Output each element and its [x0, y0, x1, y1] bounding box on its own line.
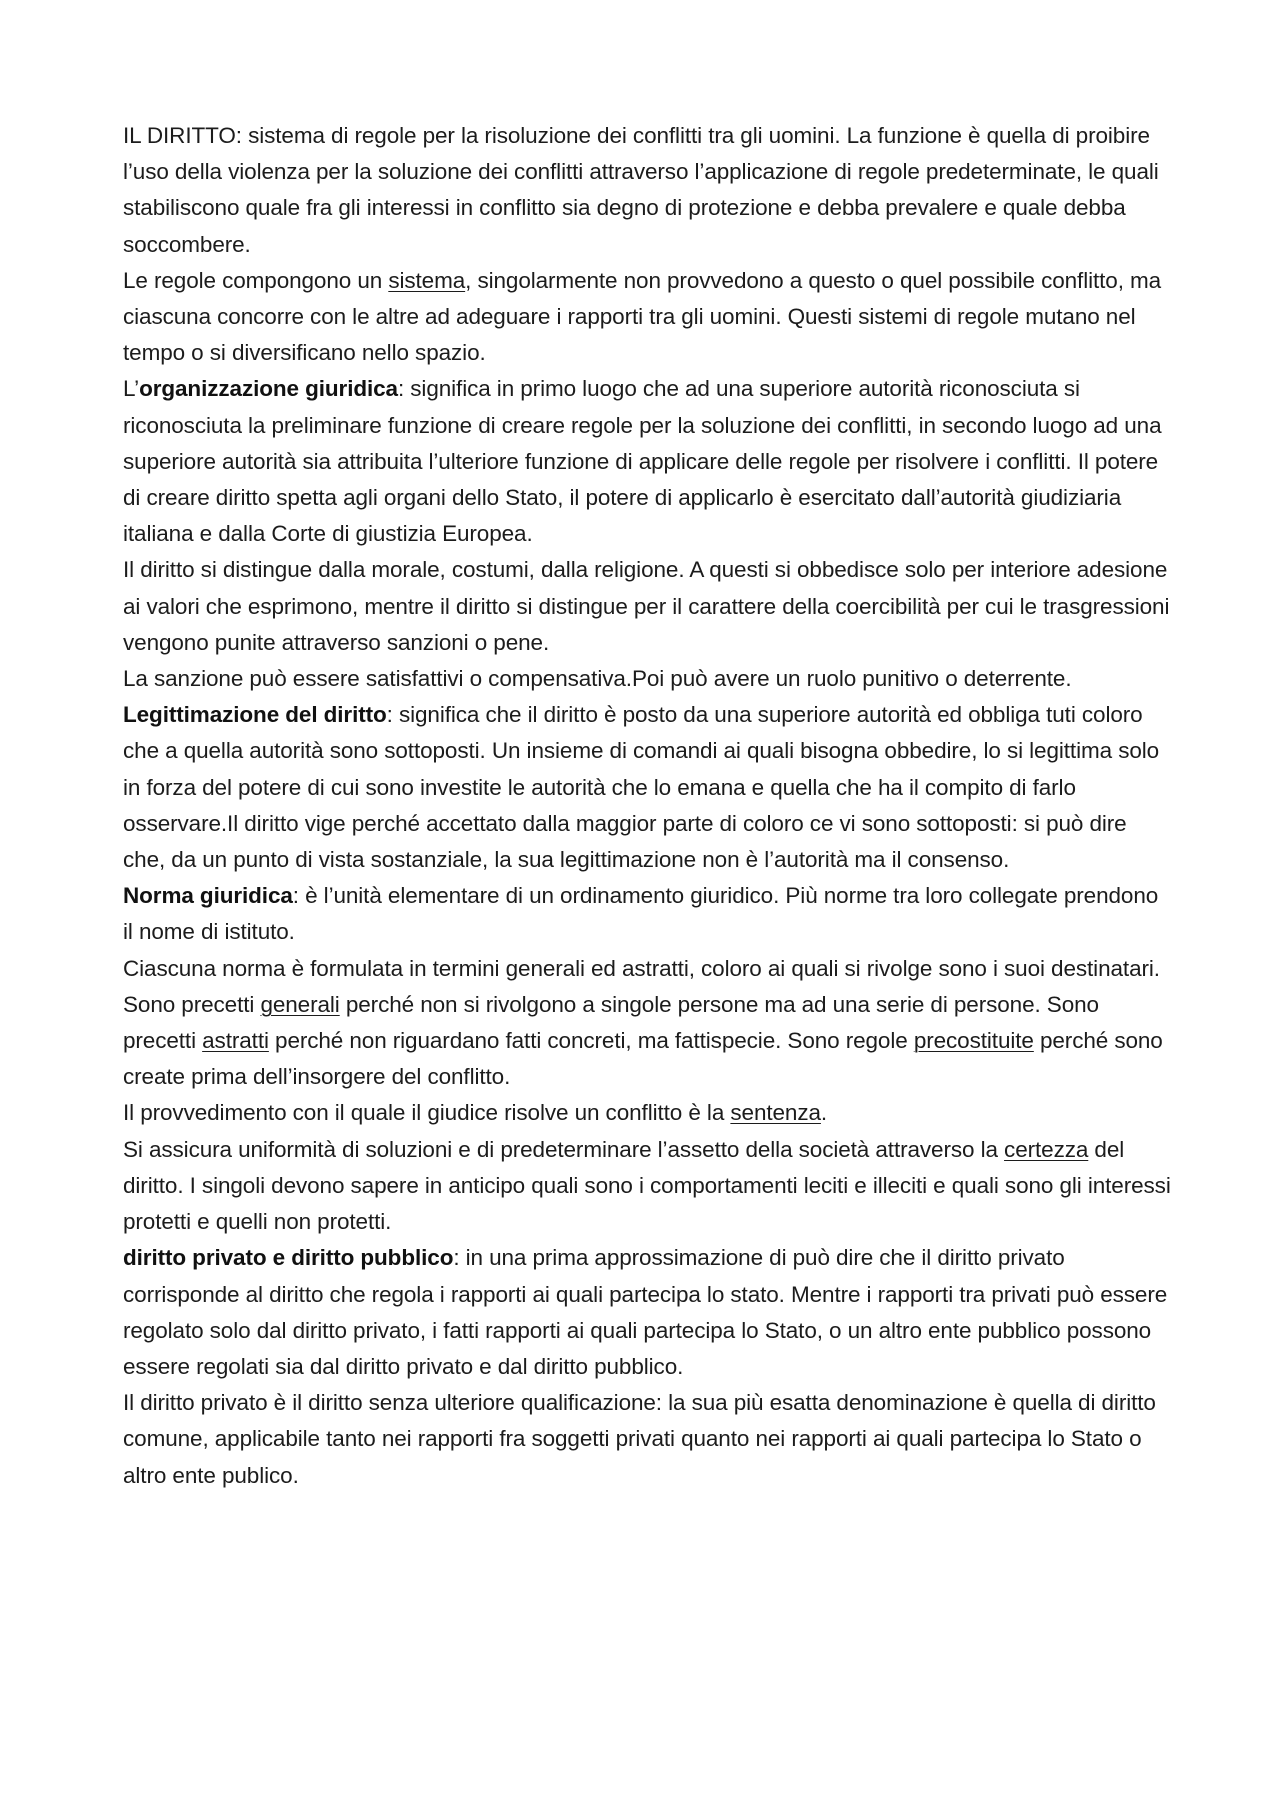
- text-segment: , singolarmente non provvedono a questo o quel possibile conflitto, ma ciascuna concorre con le altre ad adeguare i rapporti tra gli uomini. Questi sistemi di regole mutano nel tempo o si diversificano nello spazio.: [123, 267, 1162, 366]
- text-segment: .: [820, 1100, 828, 1126]
- underlined-term: sistema: [388, 267, 466, 293]
- bold-term: Norma giuridica: [123, 883, 293, 909]
- text-segment: La sanzione può essere satisfattivi o compensativa.Poi può avere un ruolo punitivo o deterrente.: [123, 666, 1072, 692]
- underlined-term: certezza: [1004, 1136, 1089, 1162]
- text-segment: perché sono create prima dell’insorgere del conflitto.: [123, 1028, 1163, 1090]
- text-segment: IL DIRITTO: sistema di regole per la risoluzione dei conflitti tra gli uomini. La funzione è quella di proibire l’uso della violenza per la soluzione dei conflitti attraverso l’applicazione di regole predeterminate, le quali stabiliscono quale fra gli interessi in conflitto sia degno di protezione e debba prevalere e quale debba soccombere.: [123, 123, 1159, 257]
- paragraph-diritto-morale: [123, 552, 1173, 661]
- paragraph-sanzione: [123, 661, 1173, 697]
- paragraph-diritto-def: [123, 118, 1173, 263]
- paragraph-ciascuna-norma: [123, 951, 1173, 1096]
- text-segment: del diritto. I singoli devono sapere in anticipo quali sono i comportamenti leciti e illeciti e quali sono gli interessi protetti e quelli non protetti.: [123, 1136, 1171, 1235]
- text-segment: perché non si rivolgono a singole persone ma ad una serie di persone. Sono precetti: [123, 991, 1099, 1054]
- text-segment: Le regole compongono un: [123, 267, 389, 293]
- text-segment: Il diritto privato è il diritto senza ulteriore qualificazione: la sua più esatta denominazione è quella di diritto comune, applicabile tanto nei rapporti fra soggetti privati quanto nei rapporti ai quali partecipa lo Stato o altro ente publico.: [123, 1390, 1156, 1488]
- bold-term: organizzazione giuridica: [139, 376, 398, 402]
- paragraph-sentenza: [123, 1095, 1173, 1131]
- paragraph-certezza: [123, 1132, 1173, 1241]
- text-segment: : in una prima approssimazione di può dire che il diritto privato corrisponde al diritto che regola i rapporti ai quali partecipa lo stato. Mentre i rapporti tra privati può essere regolato solo dal diritto privato, i fatti rapporti ai quali partecipa lo Stato, o un altro ente pubblico possono essere regolati sia dal diritto privato e dal diritto pubblico.: [123, 1245, 1168, 1379]
- underlined-term: precostituite: [913, 1028, 1034, 1054]
- underlined-term: sentenza: [730, 1100, 821, 1126]
- document-body: [123, 118, 1173, 1494]
- text-segment: Il diritto si distingue dalla morale, costumi, dalla religione. A questi si obbedisce solo per interiore adesione ai valori che esprimono, mentre il diritto si distingue per il carattere della coercibilità per cui le trasgressioni vengono punite attraverso sanzioni o pene.: [123, 557, 1170, 655]
- text-segment: Si assicura uniformità di soluzioni e di predeterminare l’assetto della società attraverso la: [123, 1136, 1005, 1162]
- text-segment: : significa in primo luogo che ad una superiore autorità riconosciuta si riconosciuta la preliminare funzione di creare regole per la soluzione dei conflitti, in secondo luogo ad una superiore autorità sia attribuita l’ulteriore funzione di applicare delle regole per risolvere i conflitti. Il potere di creare diritto spetta agli organi dello Stato, il potere di applicarlo è esercitato dall’autorità giudiziaria italiana e dalla Corte di giustizia Europea.: [123, 376, 1162, 547]
- underlined-term: generali: [260, 991, 340, 1017]
- bold-term: diritto privato e diritto pubblico: [123, 1245, 454, 1271]
- paragraph-norma-giuridica: [123, 878, 1173, 950]
- text-segment: Il provvedimento con il quale il giudice risolve un conflitto è la: [123, 1100, 731, 1126]
- underlined-term: astratti: [202, 1028, 269, 1054]
- paragraph-legittimazione: [123, 697, 1173, 878]
- paragraph-privato-pubblico: [123, 1240, 1173, 1385]
- text-segment: : significa che il diritto è posto da una superiore autorità ed obbliga tuti coloro che a quella autorità sono sottoposti. Un insieme di comandi ai quali bisogna obbedire, lo si legittima solo in forza del potere di cui sono investite le autorità che lo emana e quella che ha il compito di farlo osservare.Il diritto vige perché accettato dalla maggior parte di coloro ce vi sono sottoposti: si può dire che, da un punto di vista sostanziale, la sua legittimazione non è l’autorità ma il consenso.: [123, 702, 1160, 873]
- text-segment: L’: [123, 376, 140, 402]
- text-segment: perché non riguardano fatti concreti, ma fattispecie. Sono regole: [268, 1028, 914, 1054]
- paragraph-regole-sistema: [123, 263, 1173, 372]
- text-segment: : è l’unità elementare di un ordinamento giuridico. Più norme tra loro collegate prendono il nome di istituto.: [123, 883, 1159, 945]
- paragraph-organizzazione-giuridica: [123, 371, 1173, 552]
- paragraph-diritto-comune: [123, 1385, 1173, 1494]
- bold-term: Legittimazione del diritto: [123, 702, 387, 728]
- text-segment: Ciascuna norma è formulata in termini generali ed astratti, coloro ai quali si rivolge sono i suoi destinatari. Sono precetti: [123, 955, 1160, 1017]
